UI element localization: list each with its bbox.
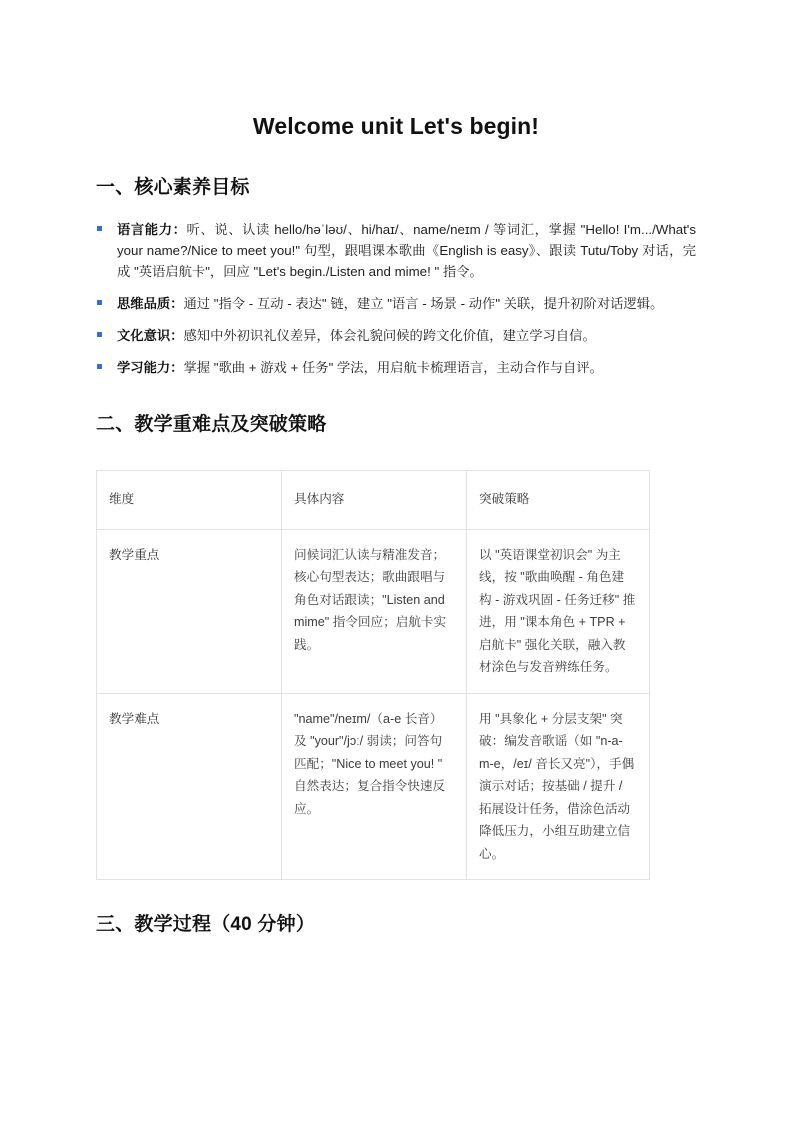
- page-title: Welcome unit Let's begin!: [252, 113, 540, 139]
- list-item: [96, 219, 696, 282]
- list-item: [96, 293, 696, 314]
- cell-strategy: 以 "英语课堂初识会" 为主线，按 "歌曲唤醒 - 角色建构 - 游戏巩固 - 任务迁移" 推进，用 "课本角色 + TPR + 启航卡" 强化关联，融入教材涂色与发音辨练任务。: [467, 529, 650, 693]
- list-item: [96, 325, 696, 346]
- difficulties-table: [96, 470, 650, 880]
- difficulties-table-wrapper: [96, 470, 696, 880]
- list-item-text: 掌握 "歌曲 + 游戏 + 任务" 学法，用启航卡梳理语言，主动合作与自评。: [183, 360, 603, 376]
- cell-content: "name"/neɪm/（a-e 长音）及 "your"/jɔː/ 弱读；问答句匹配；"Nice to meet you! " 自然表达；复合指令快速反应。: [282, 693, 467, 880]
- list-item-text: 听、说、认读 hello/həˈləʊ/、hi/haɪ/、name/neɪm / 等词汇，掌握 "Hello! I'm.../What's your name?/Nice to meet you!" 句型，跟唱课本歌曲《English is easy》、跟读 Tutu/Toby 对话，完成 "英语启航卡"，回应 "Let's begin./Listen and mime! " 指令。: [117, 222, 696, 280]
- cell-strategy: 用 "具象化 + 分层支架" 突破：编发音歌谣（如 "n-a-m-e，/eɪ/ 音长又亮"），手偶演示对话；按基础 / 提升 / 拓展设计任务，借涂色活动降低压力，小组互助建立信心。: [467, 693, 650, 880]
- column-header-strategy: 突破策略: [467, 471, 650, 530]
- list-item-lead: 思维品质：: [117, 296, 184, 312]
- table-row: [97, 529, 650, 693]
- list-item: [96, 357, 696, 378]
- document-content: [96, 0, 696, 939]
- table-header-row: [97, 471, 650, 530]
- section-heading-process: 三、教学过程（40 分钟）: [96, 914, 316, 936]
- list-item-lead: 学习能力：: [117, 360, 184, 376]
- cell-dimension: 教学难点: [97, 693, 282, 880]
- bullet-square-icon: [97, 332, 102, 337]
- table-row: [97, 693, 650, 880]
- section-heading-difficulties: 二、教学重难点及突破策略: [96, 414, 327, 436]
- bullet-square-icon: [97, 300, 102, 305]
- cell-dimension: 教学重点: [97, 529, 282, 693]
- list-item-text: 通过 "指令 - 互动 - 表达" 链，建立 "语言 - 场景 - 动作" 关联，提升初阶对话逻辑。: [183, 296, 664, 312]
- section-heading-objectives: 一、核心素养目标: [96, 176, 250, 198]
- bullet-square-icon: [97, 226, 102, 231]
- bullet-square-icon: [97, 364, 102, 369]
- column-header-dimension: 维度: [97, 471, 282, 530]
- cell-content: 问候词汇认读与精准发音；核心句型表达；歌曲跟唱与角色对话跟读；"Listen and mime" 指令回应；启航卡实践。: [282, 529, 467, 693]
- objectives-list: [96, 219, 696, 378]
- list-item-lead: 语言能力：: [117, 222, 187, 238]
- column-header-content: 具体内容: [282, 471, 467, 530]
- list-item-text: 感知中外初识礼仪差异，体会礼貌问候的跨文化价值，建立学习自信。: [183, 328, 596, 344]
- list-item-lead: 文化意识：: [117, 328, 184, 344]
